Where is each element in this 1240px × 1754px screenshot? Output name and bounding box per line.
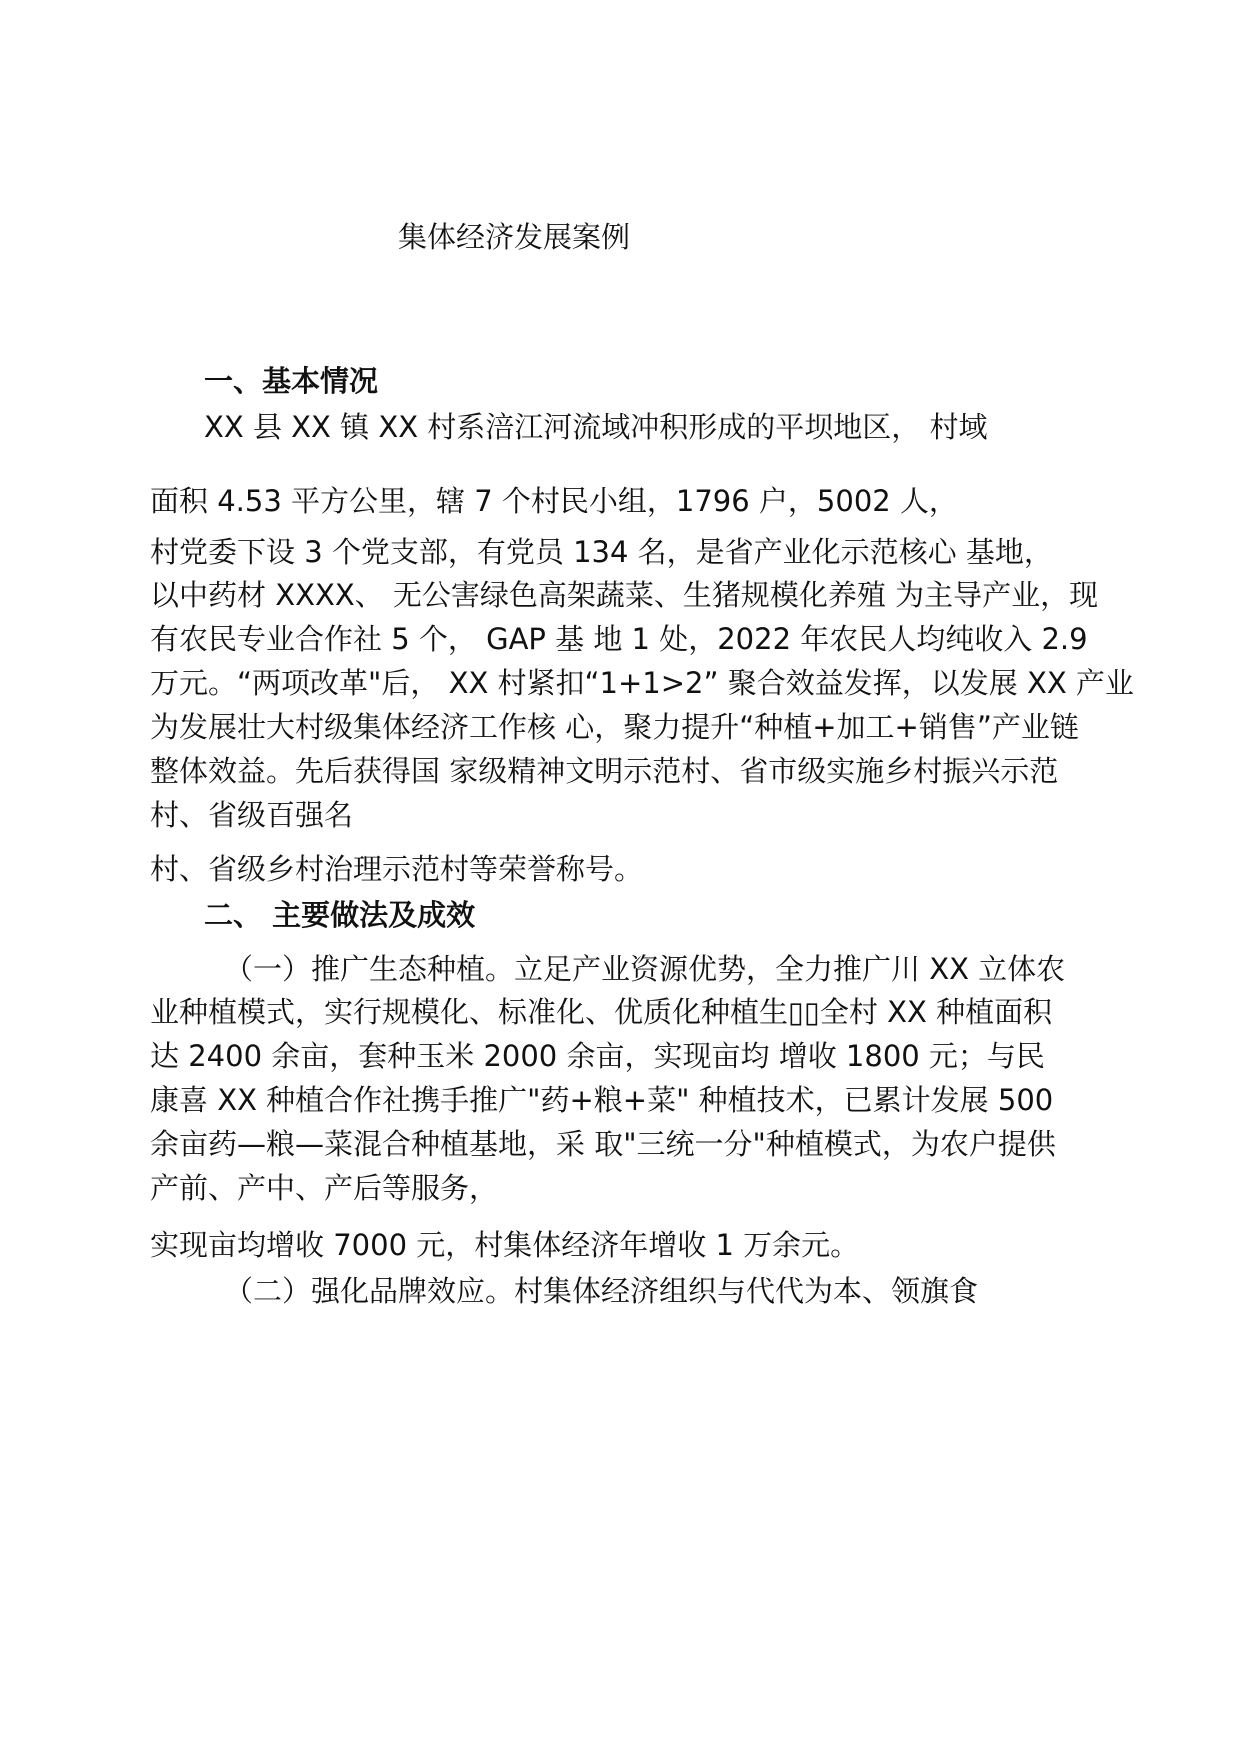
paragraph-line: 产前、产中、产后等服务， <box>150 1171 499 1205</box>
paragraph-line: 村、省级乡村治理示范村等荣誉称号。 <box>150 852 644 886</box>
paragraph-line: 余亩药—粮—菜混合种植基地，采 取"三统一分"种植模式，为农户提供 <box>150 1127 1056 1161</box>
paragraph-line: 有农民专业合作社 5 个， GAP 基 地 1 处，2022 年农民人均纯收入 2.9 <box>150 622 1088 656</box>
paragraph-line: 面积 4.53 平方公里，辖 7 个村民小组，1796 户，5002 人， <box>150 484 958 518</box>
paragraph-line: 整体效益。先后获得国 家级精神文明示范村、省市级实施乡村振兴示范 <box>150 754 1059 788</box>
section-heading-main-practices: 二、 主要做法及成效 <box>204 898 476 932</box>
page-title: 集体经济发展案例 <box>398 220 631 254</box>
paragraph-line: （二）强化品牌效应。村集体经济组织与代代为本、领旗食 <box>224 1274 979 1308</box>
paragraph-line: XX 县 XX 镇 XX 村系涪江河流域冲积形成的平坝地区， 村域 <box>204 410 988 444</box>
paragraph-line: 业种植模式，实行规模化、标准化、优质化种植生▯▯全村 XX 种植面积 <box>150 995 1053 1029</box>
paragraph-line: 以中药材 XXXX、 无公害绿色高架蔬菜、生猪规模化养殖 为主导产业，现 <box>150 578 1099 612</box>
section-heading-basic-info: 一、基本情况 <box>204 364 379 398</box>
paragraph-line: 达 2400 余亩，套种玉米 2000 余亩，实现亩均 增收 1800 元；与民 <box>150 1039 1045 1073</box>
paragraph-line: （一）推广生态种植。立足产业资源优势，全力推广川 XX 立体农 <box>224 952 1066 986</box>
paragraph-line: 为发展壮大村级集体经济工作核 心，聚力提升“种植+加工+销售”产业链 <box>150 710 1079 744</box>
paragraph-line: 实现亩均增收 7000 元，村集体经济年增收 1 万余元。 <box>150 1228 860 1262</box>
paragraph-line: 村、省级百强名 <box>150 798 354 832</box>
paragraph-line: 万元。“两项改革"后， XX 村紧扣“1+1>2” 聚合效益发挥，以发展 XX 产业 <box>150 666 1134 700</box>
paragraph-line: 村党委下设 3 个党支部，有党员 134 名，是省产业化示范核心 基地， <box>150 535 1053 569</box>
paragraph-line: 康喜 XX 种植合作社携手推广"药+粮+菜" 种植技术，已累计发展 500 <box>150 1083 1054 1117</box>
